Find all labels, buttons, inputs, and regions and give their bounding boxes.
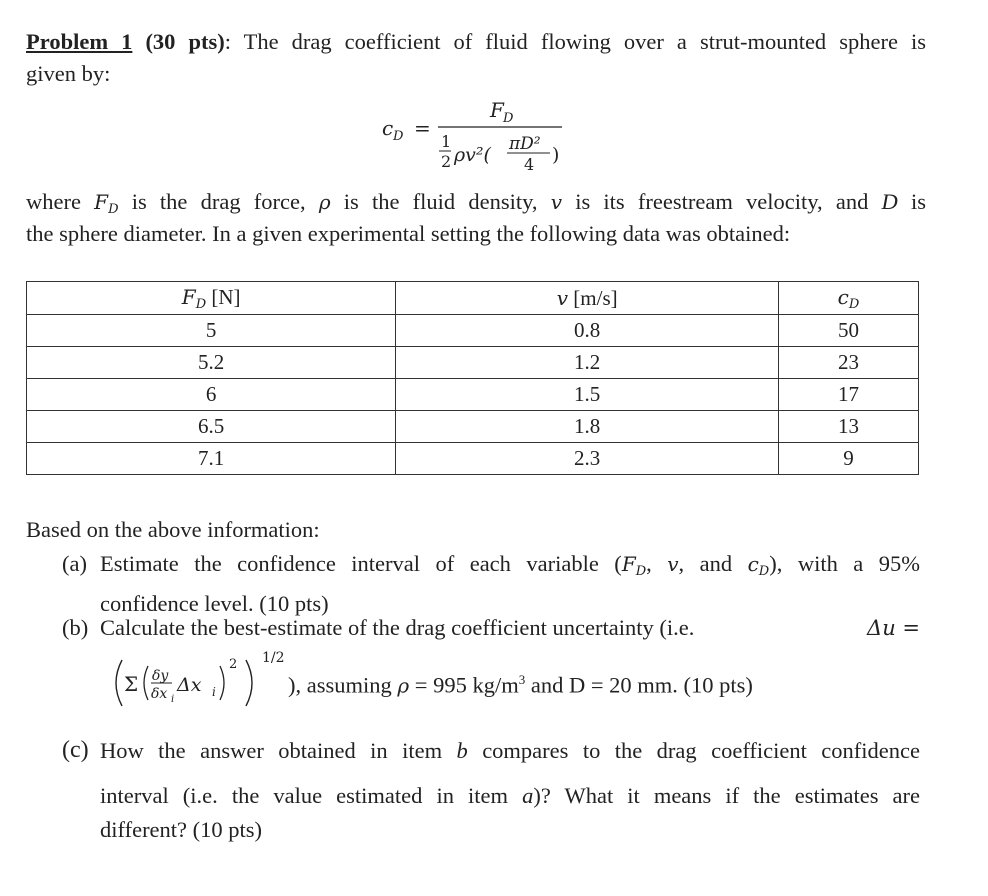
table-row: [27, 315, 919, 347]
def-fd: F: [94, 190, 109, 214]
question-b-line-1: [100, 612, 920, 644]
formula-numerator-sub: D: [503, 111, 514, 126]
eq-square: 2: [229, 657, 238, 672]
question-a-line-1: Estimate the confidence interval of each variable ($F_D$, v, and $c_D$), with a 95%: [100, 551, 920, 579]
cell-v: 1.2: [396, 347, 779, 379]
table-row: [27, 379, 919, 411]
questions-lead: Based on the above information:: [26, 517, 320, 542]
def-v: v: [550, 190, 563, 214]
cell-cd: 9: [779, 443, 919, 475]
def-text-b: is the drag force,: [118, 189, 319, 214]
def-fd-sub: D: [108, 202, 119, 217]
def-text-e: is: [897, 189, 927, 214]
question-b-du: Δu =: [867, 616, 920, 640]
question-c-line-2: interval (i.e. the value estimated in item a)? What it means if the estimates are: [100, 783, 920, 808]
formula-lhs: c: [382, 116, 394, 140]
formula-area-den: 4: [524, 155, 535, 174]
question-c: [62, 728, 920, 842]
def-D: D: [881, 189, 898, 214]
question-c-line-3: different? (10 pts): [100, 817, 263, 842]
problem-statement-line-1: [26, 26, 926, 58]
formula-lhs-sub: D: [393, 129, 404, 144]
cell-fd: 5: [27, 315, 396, 347]
svg-text:i: i: [171, 694, 175, 705]
table-row: [27, 443, 919, 475]
uncertainty-equation: [108, 648, 298, 710]
cell-cd: 23: [779, 347, 919, 379]
problem-statement-line-2: given by:: [26, 61, 111, 86]
definitions-line-2: the sphere diameter. In a given experimental setting the following data was obtained:: [26, 221, 791, 246]
header-fd: $F_D$ [N]: [27, 282, 396, 315]
eq-delta-x: Δx: [177, 674, 202, 696]
problem-points: (30 pts): [145, 29, 225, 54]
experimental-data-table: [26, 281, 919, 475]
svg-text:=: =: [414, 116, 431, 140]
def-text-c: is the fluid density,: [330, 189, 551, 214]
formula-rho-v2: ρv²(: [454, 144, 491, 166]
eq-sum: Σ: [124, 672, 139, 696]
problem-intro: : The drag coefficient of fluid flowing over a strut-mounted sphere is: [224, 29, 927, 54]
question-a-line-2: confidence level. (10 pts): [100, 591, 329, 616]
eq-dx: δx: [151, 686, 168, 702]
svg-text:i: i: [212, 685, 216, 699]
cell-cd: 17: [779, 379, 919, 411]
question-b-text: Calculate the best-estimate of the drag coefficient uncertainty (i.e.: [100, 615, 695, 640]
question-c-line-1: How the answer obtained in item b compares to the drag coefficient confidence: [100, 738, 920, 763]
formula-half-den: 2: [441, 152, 452, 171]
question-c-label: (c): [62, 737, 89, 763]
formula-close: ): [552, 144, 560, 166]
drag-coefficient-formula: [380, 95, 580, 175]
def-rho: ρ: [318, 190, 331, 214]
question-b-line-2: ), assuming ρ = 995 $kg/m^3$ and D = 20 mm. (10 pts): [288, 672, 753, 698]
cell-v: 1.5: [396, 379, 779, 411]
header-v: v [m/s]: [396, 282, 779, 315]
eq-dy: δy: [152, 668, 169, 684]
cell-cd: 13: [779, 411, 919, 443]
formula-numerator: F: [490, 98, 504, 122]
formula-half-num: 1: [441, 132, 452, 151]
cell-fd: 6: [27, 379, 396, 411]
cell-fd: 6.5: [27, 411, 396, 443]
def-text-a: where: [26, 189, 95, 214]
cell-fd: 5.2: [27, 347, 396, 379]
cell-v: 0.8: [396, 315, 779, 347]
cell-v: 2.3: [396, 443, 779, 475]
question-b-label: (b): [62, 615, 89, 640]
problem-heading: Problem 1: [26, 29, 133, 54]
cell-v: 1.8: [396, 411, 779, 443]
formula-area-num: πD²: [509, 134, 541, 154]
table-row: [27, 411, 919, 443]
question-a: [62, 548, 920, 620]
eq-half-power: 1/2: [262, 650, 285, 666]
question-a-label: (a): [62, 551, 87, 576]
table-row: [27, 347, 919, 379]
def-text-d: is its freestream velocity, and: [562, 189, 882, 214]
table-header-row: [27, 282, 919, 315]
question-b: [62, 612, 920, 644]
cell-cd: 50: [779, 315, 919, 347]
cell-fd: 7.1: [27, 443, 396, 475]
header-cd: $c_D$: [779, 282, 919, 315]
